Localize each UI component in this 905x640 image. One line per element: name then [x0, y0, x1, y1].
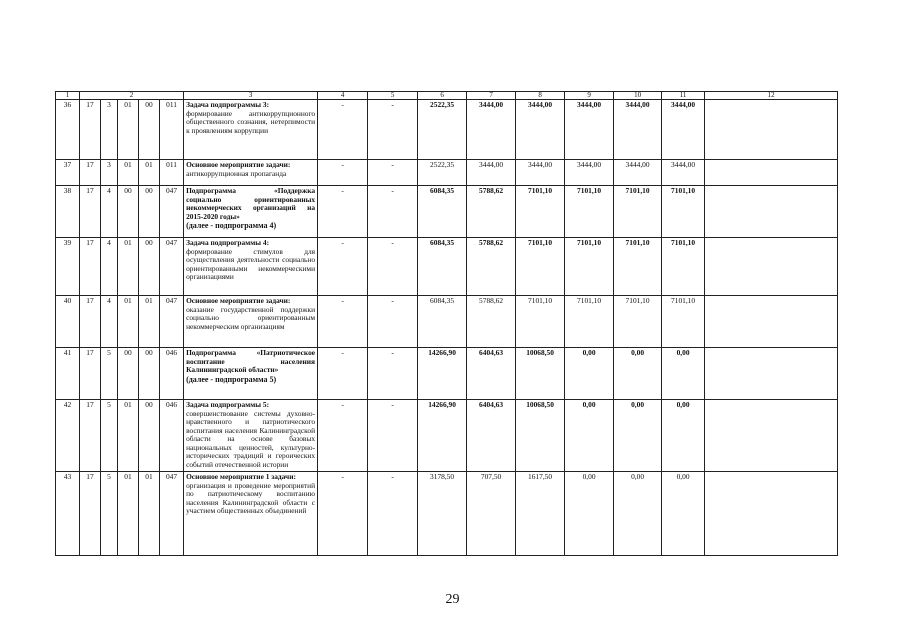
- row-number-cell: 36: [56, 100, 80, 160]
- dash-cell: -: [318, 348, 368, 400]
- value-cell: 0,00: [662, 348, 705, 400]
- table-row: [56, 186, 838, 238]
- value-cell: 6404,63: [467, 348, 516, 400]
- dash-cell: -: [318, 296, 368, 348]
- table-row: [56, 160, 838, 186]
- code-cell: 4: [101, 296, 118, 348]
- code-cell: 047: [160, 238, 184, 296]
- value-cell: 5788,62: [467, 186, 516, 238]
- description-cell: [184, 472, 318, 556]
- value-cell: 0,00: [662, 400, 705, 472]
- value-cell: 7101,10: [565, 238, 614, 296]
- value-cell: 3444,00: [516, 160, 565, 186]
- row-number-cell: 41: [56, 348, 80, 400]
- description-cell: [184, 186, 318, 238]
- code-cell: 4: [101, 238, 118, 296]
- description-cell: [184, 160, 318, 186]
- description-subtitle: (далее - подпрограмма 4): [186, 221, 277, 231]
- description-text: организация и проведение мероприятий по патриотическому воспитанию населения Калининградской области с участием общественных объединений: [186, 480, 316, 516]
- column-header: 8: [516, 92, 565, 100]
- notes-cell: [705, 296, 838, 348]
- value-cell: 707,50: [467, 472, 516, 556]
- value-cell: 7101,10: [614, 296, 662, 348]
- column-header: 5: [368, 92, 418, 100]
- column-header: 11: [662, 92, 705, 100]
- description-cell: [184, 100, 318, 160]
- row-number-cell: 37: [56, 160, 80, 186]
- code-cell: 5: [101, 348, 118, 400]
- column-header: 7: [467, 92, 516, 100]
- column-header: 12: [705, 92, 838, 100]
- value-cell: 0,00: [662, 472, 705, 556]
- value-cell: 7101,10: [516, 296, 565, 348]
- code-cell: 17: [80, 238, 101, 296]
- code-cell: 17: [80, 186, 101, 238]
- notes-cell: [705, 400, 838, 472]
- description-subtitle: (далее - подпрограмма 5): [186, 374, 277, 384]
- notes-cell: [705, 100, 838, 160]
- dash-cell: -: [368, 160, 418, 186]
- code-cell: 01: [139, 296, 160, 348]
- table-row: [56, 400, 838, 472]
- value-cell: 2522,35: [418, 160, 467, 186]
- notes-cell: [705, 160, 838, 186]
- table-row: [56, 238, 838, 296]
- value-cell: 3444,00: [662, 100, 705, 160]
- code-cell: 011: [160, 100, 184, 160]
- code-cell: 047: [160, 472, 184, 556]
- code-cell: 17: [80, 472, 101, 556]
- description-title: Подпрограмма «Поддержка социально ориентированных некоммерческих организаций на 2015-2020 годы»: [186, 186, 316, 221]
- table-row: [56, 100, 838, 160]
- value-cell: 3444,00: [516, 100, 565, 160]
- code-cell: 17: [80, 160, 101, 186]
- description-title: Задача подпрограммы 5:: [186, 400, 270, 409]
- value-cell: 6404,63: [467, 400, 516, 472]
- budget-table: [55, 91, 838, 556]
- value-cell: 3444,00: [467, 100, 516, 160]
- description-text: оказание государственной поддержки социально ориентированным некоммерческим организациям: [186, 304, 316, 331]
- dash-cell: -: [368, 472, 418, 556]
- description-text: формирование стимулов для осуществления деятельности социально ориентированными некоммерческими организациями: [186, 246, 316, 282]
- row-number-cell: 43: [56, 472, 80, 556]
- description-cell: [184, 400, 318, 472]
- value-cell: 6084,35: [418, 296, 467, 348]
- code-cell: 01: [139, 472, 160, 556]
- code-cell: 17: [80, 348, 101, 400]
- table-row: [56, 296, 838, 348]
- value-cell: 7101,10: [662, 296, 705, 348]
- value-cell: 0,00: [614, 400, 662, 472]
- column-header: 2: [80, 92, 184, 100]
- value-cell: 1617,50: [516, 472, 565, 556]
- description-title: Основное мероприятие задачи:: [186, 296, 291, 305]
- description-text: совершенствование системы духовно-нравственного и патриотического воспитания населения Калининградской области на основе базовых национальных ценностей, культурно-исторических традиций и героических событий отечественной истории: [186, 408, 316, 469]
- code-cell: 00: [139, 348, 160, 400]
- value-cell: 10068,50: [516, 348, 565, 400]
- code-cell: 01: [118, 100, 139, 160]
- row-number-cell: 42: [56, 400, 80, 472]
- value-cell: 3444,00: [467, 160, 516, 186]
- column-header: 6: [418, 92, 467, 100]
- dash-cell: -: [368, 400, 418, 472]
- code-cell: 01: [118, 296, 139, 348]
- description-title: Задача подпрограммы 3:: [186, 100, 270, 109]
- value-cell: 14266,90: [418, 400, 467, 472]
- code-cell: 047: [160, 296, 184, 348]
- column-header: 9: [565, 92, 614, 100]
- description-cell: [184, 238, 318, 296]
- code-cell: 01: [118, 472, 139, 556]
- dash-cell: -: [368, 296, 418, 348]
- dash-cell: -: [368, 186, 418, 238]
- dash-cell: -: [318, 472, 368, 556]
- column-header: 3: [184, 92, 318, 100]
- code-cell: 5: [101, 472, 118, 556]
- column-number-row: [56, 92, 838, 100]
- value-cell: 7101,10: [565, 186, 614, 238]
- value-cell: 7101,10: [516, 186, 565, 238]
- value-cell: 3444,00: [565, 100, 614, 160]
- code-cell: 046: [160, 348, 184, 400]
- value-cell: 3444,00: [614, 100, 662, 160]
- page-number: 29: [445, 592, 460, 607]
- dash-cell: -: [368, 348, 418, 400]
- description-title: Подпрограмма «Патриотическое воспитание населения Калининградской области»: [186, 348, 316, 375]
- value-cell: 0,00: [565, 472, 614, 556]
- notes-cell: [705, 472, 838, 556]
- code-cell: 4: [101, 186, 118, 238]
- dash-cell: -: [368, 100, 418, 160]
- value-cell: 6084,35: [418, 186, 467, 238]
- code-cell: 01: [118, 400, 139, 472]
- value-cell: 7101,10: [614, 238, 662, 296]
- value-cell: 3444,00: [614, 160, 662, 186]
- code-cell: 00: [139, 186, 160, 238]
- code-cell: 047: [160, 186, 184, 238]
- code-cell: 00: [118, 186, 139, 238]
- value-cell: 7101,10: [516, 238, 565, 296]
- value-cell: 7101,10: [662, 238, 705, 296]
- table-body: [56, 92, 838, 556]
- value-cell: 0,00: [614, 348, 662, 400]
- value-cell: 0,00: [565, 400, 614, 472]
- notes-cell: [705, 238, 838, 296]
- value-cell: 3444,00: [565, 160, 614, 186]
- value-cell: 5788,62: [467, 238, 516, 296]
- code-cell: 00: [139, 100, 160, 160]
- code-cell: 17: [80, 100, 101, 160]
- value-cell: 7101,10: [565, 296, 614, 348]
- value-cell: 0,00: [614, 472, 662, 556]
- dash-cell: -: [318, 160, 368, 186]
- code-cell: 01: [118, 160, 139, 186]
- dash-cell: -: [318, 100, 368, 160]
- table-row: [56, 472, 838, 556]
- code-cell: 00: [139, 238, 160, 296]
- code-cell: 011: [160, 160, 184, 186]
- row-number-cell: 38: [56, 186, 80, 238]
- description-cell: [184, 348, 318, 400]
- dash-cell: -: [318, 400, 368, 472]
- dash-cell: -: [318, 238, 368, 296]
- code-cell: 17: [80, 296, 101, 348]
- code-cell: 3: [101, 100, 118, 160]
- column-header: 4: [318, 92, 368, 100]
- notes-cell: [705, 348, 838, 400]
- table-row: [56, 348, 838, 400]
- value-cell: 5788,62: [467, 296, 516, 348]
- value-cell: 2522,35: [418, 100, 467, 160]
- value-cell: 10068,50: [516, 400, 565, 472]
- value-cell: 7101,10: [614, 186, 662, 238]
- dash-cell: -: [318, 186, 368, 238]
- column-header: 10: [614, 92, 662, 100]
- code-cell: 01: [139, 160, 160, 186]
- description-title: Задача подпрограммы 4:: [186, 238, 270, 247]
- value-cell: 0,00: [565, 348, 614, 400]
- value-cell: 14266,90: [418, 348, 467, 400]
- column-header: 1: [56, 92, 80, 100]
- row-number-cell: 39: [56, 238, 80, 296]
- code-cell: 5: [101, 400, 118, 472]
- description-cell: [184, 296, 318, 348]
- description-title: Основное мероприятие 1 задачи:: [186, 472, 296, 481]
- description-text: антикоррупционная пропаганда: [186, 168, 287, 178]
- value-cell: 6084,35: [418, 238, 467, 296]
- code-cell: 17: [80, 400, 101, 472]
- description-title: Основное мероприятие задачи:: [186, 160, 291, 169]
- code-cell: 046: [160, 400, 184, 472]
- code-cell: 3: [101, 160, 118, 186]
- code-cell: 00: [118, 348, 139, 400]
- value-cell: 3444,00: [662, 160, 705, 186]
- notes-cell: [705, 186, 838, 238]
- row-number-cell: 40: [56, 296, 80, 348]
- value-cell: 3178,50: [418, 472, 467, 556]
- code-cell: 00: [139, 400, 160, 472]
- dash-cell: -: [368, 238, 418, 296]
- description-text: формирование антикоррупционного общественного сознания, нетерпимости к проявлениям коррупции: [186, 108, 316, 135]
- value-cell: 7101,10: [662, 186, 705, 238]
- code-cell: 01: [118, 238, 139, 296]
